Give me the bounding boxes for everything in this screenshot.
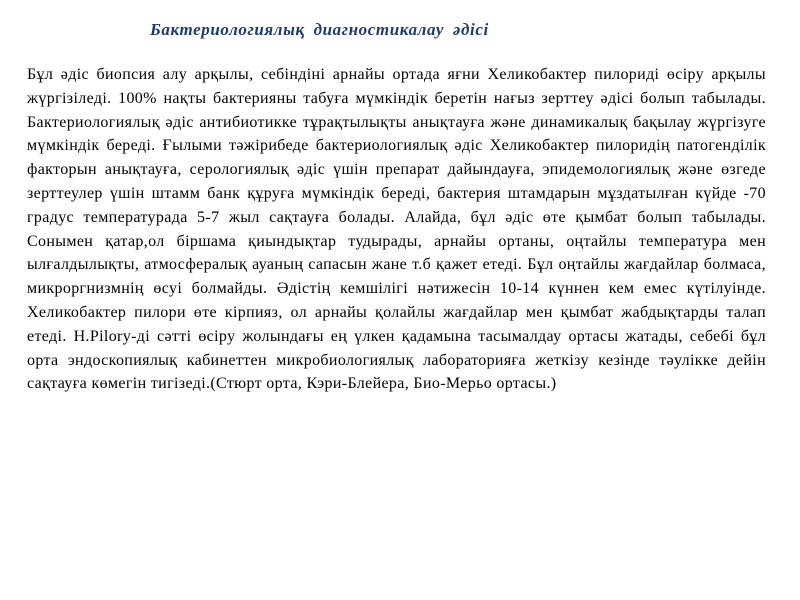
slide-body-paragraph: Бұл әдіс биопсия алу арқылы, себіндіні арнайы ортада яғни Хеликобактер пилориді өсіру арқылы жүргізіледі. 100% нақты бактерияны табуға мүмкіндік беретін нағыз зерттеу әдісі болып табылады. Бактериологиялық әдіс антибиотикке тұрақтылықты анықтауға және динамикалық бақылау жүргізуге мүмкіндік береді. Ғылыми тәжірибеде бактериологиялық әдіс Хеликобактер пилоридің патогенділік факторын анықтауға, серологиялық әдіс үшін препарат дайындауға, эпидемологиялық және өзгеде зерттеулер үшін штамм банк құруға мүмкіндік береді, бактерия штамдарын мұздатылған күйде -70 градус температурада 5-7 жыл сақтауға болады. Алайда, бұл әдіс өте қымбат болып табылады. Сонымен қатар,ол біршама қиындықтар тудырады, арнайы ортаны, оңтайлы температура мен ылғалдылықты, атмосфералық ауаның сапасын жане т.б қажет етеді. Бұл оңтайлы жағдайлар болмаса, микроргнизмнің өсуі болмайды. Әдістің кемшілігі нәтижесін 10-14 күннен кем емес күтілуінде. Хеликобактер пилори өте кірпияз, ол арнайы қолайлы жағдайлар мен қымбат жабдықтарды талап етеді. H.Pilory-ді сәтті өсіру жолындағы ең үлкен қадамына тасымалдау ортасы жатады, себебі бұл орта эндоскопиялық кабинеттен микробиологиялық лабораторияға жеткізу кезінде тәулікке дейін сақтауға көмегін тигізеді.(Стюрт орта, Кэри-Блейера, Био-Мерьо ортасы.) xyxy=(27,66,766,393)
slide-title: Бактериологиялық диагностикалау әдісі xyxy=(150,20,489,39)
